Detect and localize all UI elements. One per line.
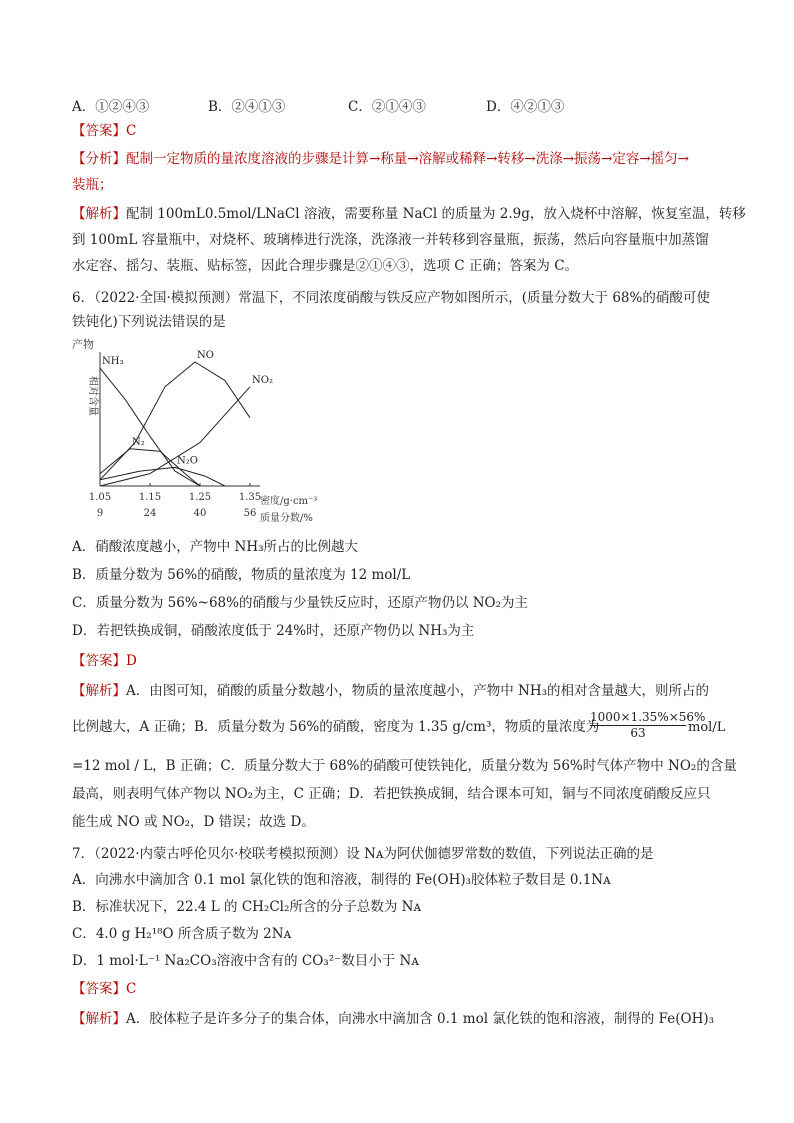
explain-text: 配制 100mL0.5mol/LNaCl 溶液，需要称量 NaCl 的质量为 2.9g，放入烧杯中溶解，恢复室温，转移 (126, 206, 746, 222)
q6-option-b: B．质量分数为 56%的硝酸，物质的量浓度为 12 mol/L (72, 567, 411, 583)
curve-4 (100, 467, 225, 486)
q6-stem-2: 铁钝化)下列说法错误的是 (72, 314, 226, 330)
q7-option-b: B．标准状况下，22.4 L 的 CH₂Cl₂所含的分子总数为 Nᴀ (72, 899, 422, 915)
curve-label-2: NO₂ (252, 374, 273, 386)
explain-tag: 【解析】 (72, 206, 126, 222)
q6-explain-2: 比例越大，A 正确；B．质量分数为 56%的硝酸，密度为 1.35 g/cm³，物质的量浓度为 (72, 719, 600, 735)
analysis-line (72, 150, 689, 168)
fraction-unit: mol/L (688, 720, 726, 735)
curve-label-0: NH₃ (102, 356, 124, 368)
q7-answer: 【答案】C (72, 981, 137, 997)
x-tick-density-2: 1.25 (188, 492, 212, 503)
x-tick-density-0: 1.05 (88, 492, 112, 503)
molarity-fraction (590, 710, 706, 740)
q7-option-c: C．4.0 g H₂¹⁸O 所含质子数为 2Nᴀ (72, 926, 292, 942)
x-tick-mass-3: 56 (243, 508, 257, 519)
choice-a: A．①②④③ (72, 99, 150, 115)
analysis-text-2: 装瓶； (72, 177, 113, 193)
choice-b: B．②④①③ (208, 99, 286, 115)
q6-explain-4: 最高，则表明气体产物以 NO₂为主，C 正确；D．若把铁换成铜，结合课本可知，铜与不同浓度硝酸反应只 (72, 786, 711, 802)
curve-label-1: NO (197, 350, 214, 361)
q7-option-a: A．向沸水中滴加含 0.1 mol 氯化铁的饱和溶液，制得的 Fe(OH)₃胶体粒子数目是 0.1Nᴀ (72, 872, 611, 888)
choice-d: D．④②①③ (486, 99, 565, 115)
q6-option-d: D．若把铁换成铜，硝酸浓度低于 24%时，还原产物仍以 NH₃为主 (72, 623, 475, 639)
q6-answer: 【答案】D (72, 653, 137, 669)
nitric-acid-chart (72, 336, 342, 528)
curve-1 (100, 362, 250, 480)
curve-label-3: N₂ (132, 436, 145, 448)
q6-explain-5: 能生成 NO 或 NO₂，D 错误；故选 D。 (72, 814, 315, 830)
x-tick-mass-2: 40 (193, 508, 207, 519)
q7-explain-1 (72, 1010, 714, 1028)
curve-3 (100, 449, 200, 486)
q6-explain-tag: 【解析】 (72, 683, 126, 699)
chart-xlabel-density: 密度/g·cm⁻³ (260, 496, 318, 507)
explain-line-2: 到 100mL 容量瓶中，对烧杯、玻璃棒进行洗涤，洗涤液一并转移到容量瓶，振荡，然后向容量瓶中加蒸馏 (72, 232, 709, 248)
fraction-numerator: 1000×1.35%×56% (590, 710, 706, 724)
x-tick-mass-0: 9 (96, 508, 104, 519)
q6-explain-text: A．由图可知，硝酸的质量分数越小，物质的量浓度越小，产物中 NH₃的相对含量越大，则所占的 (126, 683, 710, 699)
analysis-text: 配制一定物质的量浓度溶液的步骤是计算→称量→溶解或稀释→转移→洗涤→振荡→定容→摇匀→ (126, 151, 689, 167)
q7-explain-text: A．胶体粒子是许多分子的集合体，向沸水中滴加含 0.1 mol 氯化铁的饱和溶液，制得的 Fe(OH)₃ (126, 1011, 715, 1027)
explain-line-1 (72, 205, 746, 223)
x-tick-density-3: 1.35 (238, 492, 262, 503)
chart-xlabel-mass: 质量分数/% (260, 513, 313, 524)
q7-stem: 7．（2022·内蒙古呼伦贝尔·校联考模拟预测）设 Nᴀ为阿伏伽德罗常数的数值，下列说法正确的是 (72, 846, 654, 862)
explain-line-3: 水定容、摇匀、装瓶、贴标签，因此合理步骤是②①④③，选项 C 正确；答案为 C。 (72, 258, 579, 274)
curve-0 (100, 368, 200, 486)
q6-option-c: C．质量分数为 56%~68%的硝酸与少量铁反应时，还原产物仍以 NO₂为主 (72, 595, 529, 611)
q6-stem-1: 6．（2022·全国·模拟预测）常温下，不同浓度硝酸与铁反应产物如图所示，(质量分数大于 68%的硝酸可使 (72, 290, 710, 306)
q6-explain-1 (72, 682, 709, 700)
analysis-tag: 【分析】 (72, 151, 126, 167)
curve-label-4: N₂O (177, 455, 198, 467)
q6-explain-3: =12 mol / L，B 正确；C．质量分数大于 68%的硝酸可使铁钝化，质量分数为 56%时气体产物中 NO₂的含量 (72, 758, 737, 774)
q6-option-a: A．硝酸浓度越小，产物中 NH₃所占的比例越大 (72, 539, 359, 555)
chart-ylabel-top: 产物 (72, 338, 94, 351)
answer-label: 【答案】C (72, 123, 137, 139)
x-tick-mass-1: 24 (143, 508, 157, 519)
fraction-denominator: 63 (630, 726, 646, 740)
choice-c: C．②①④③ (348, 99, 426, 115)
q7-option-d: D．1 mol·L⁻¹ Na₂CO₃溶液中含有的 CO₃²⁻数目小于 Nᴀ (72, 953, 419, 969)
x-tick-density-1: 1.15 (138, 492, 162, 503)
chart-ylabel: 相对含量 (87, 376, 98, 416)
q7-explain-tag: 【解析】 (72, 1011, 126, 1027)
